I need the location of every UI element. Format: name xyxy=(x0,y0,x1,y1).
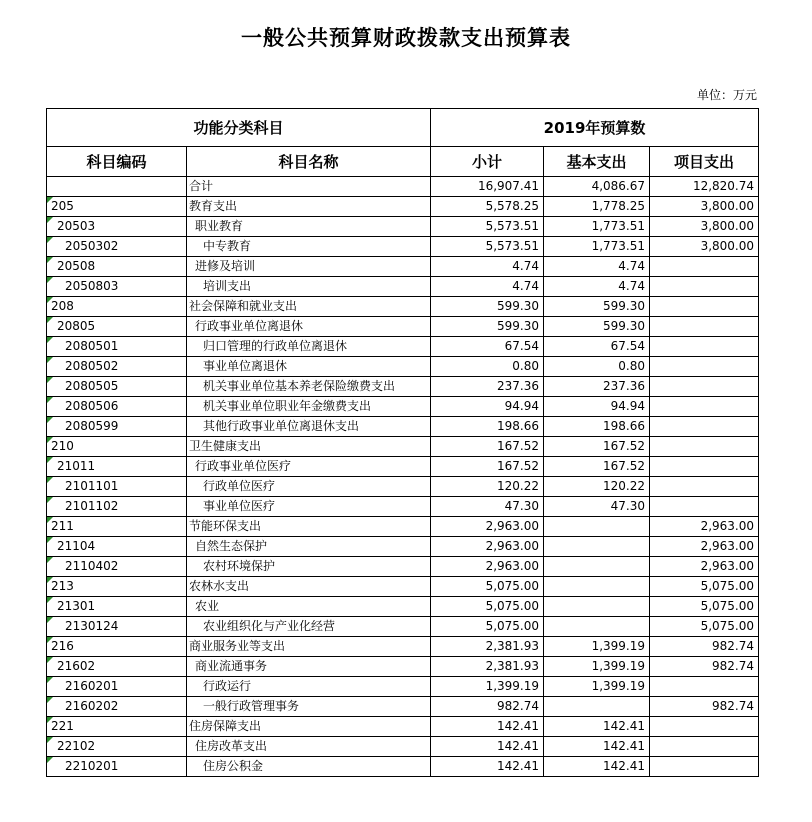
table-row xyxy=(47,177,759,197)
header-budget-year: 2019年预算数 xyxy=(431,109,759,147)
subject-code-cell xyxy=(47,497,187,517)
project-expenditure-value xyxy=(650,437,759,457)
basic-expenditure-value: 599.30 xyxy=(544,317,650,337)
text-number-indicator-icon xyxy=(47,277,53,283)
subject-code-cell xyxy=(47,217,187,237)
text-number-indicator-icon xyxy=(47,237,53,243)
basic-expenditure-value xyxy=(544,577,650,597)
basic-expenditure-value: 142.41 xyxy=(544,757,650,777)
text-number-indicator-icon xyxy=(47,297,53,303)
subtotal-value: 5,573.51 xyxy=(431,217,544,237)
subject-code-cell xyxy=(47,757,187,777)
subject-name: 行政事业单位离退休 xyxy=(187,317,431,337)
subtotal-value: 237.36 xyxy=(431,377,544,397)
budget-table xyxy=(46,108,759,777)
subject-code: 2101102 xyxy=(65,499,119,513)
subject-code: 22102 xyxy=(57,739,96,753)
project-expenditure-value: 3,800.00 xyxy=(650,237,759,257)
text-number-indicator-icon xyxy=(47,677,53,683)
subject-code: 2110402 xyxy=(65,559,119,573)
subject-name: 社会保障和就业支出 xyxy=(187,297,431,317)
text-number-indicator-icon xyxy=(47,497,53,503)
text-number-indicator-icon xyxy=(47,457,53,463)
project-expenditure-value: 2,963.00 xyxy=(650,537,759,557)
project-expenditure-value: 5,075.00 xyxy=(650,577,759,597)
project-expenditure-value xyxy=(650,477,759,497)
subject-code: 2050803 xyxy=(65,279,119,293)
project-expenditure-value xyxy=(650,257,759,277)
header-project-expenditure: 项目支出 xyxy=(650,147,759,177)
project-expenditure-value xyxy=(650,337,759,357)
text-number-indicator-icon xyxy=(47,597,53,603)
text-number-indicator-icon xyxy=(47,377,53,383)
subject-name: 归口管理的行政单位离退休 xyxy=(187,337,431,357)
subtotal-value: 94.94 xyxy=(431,397,544,417)
text-number-indicator-icon xyxy=(47,417,53,423)
table-row xyxy=(47,337,759,357)
subtotal-value: 67.54 xyxy=(431,337,544,357)
subtotal-value: 4.74 xyxy=(431,277,544,297)
subtotal-value: 5,075.00 xyxy=(431,577,544,597)
basic-expenditure-value: 67.54 xyxy=(544,337,650,357)
text-number-indicator-icon xyxy=(47,617,53,623)
table-row xyxy=(47,617,759,637)
subtotal-value: 1,399.19 xyxy=(431,677,544,697)
subject-code-cell xyxy=(47,297,187,317)
project-expenditure-value xyxy=(650,297,759,317)
subject-code: 2101101 xyxy=(65,479,119,493)
basic-expenditure-value: 167.52 xyxy=(544,457,650,477)
subject-code: 2050302 xyxy=(65,239,119,253)
basic-expenditure-value xyxy=(544,537,650,557)
subject-code: 2210201 xyxy=(65,759,119,773)
subject-name: 合计 xyxy=(187,177,431,197)
subtotal-value: 47.30 xyxy=(431,497,544,517)
subject-code-cell xyxy=(47,537,187,557)
table-row xyxy=(47,637,759,657)
text-number-indicator-icon xyxy=(47,357,53,363)
basic-expenditure-value: 198.66 xyxy=(544,417,650,437)
subject-code: 21104 xyxy=(57,539,96,553)
subject-code: 2160202 xyxy=(65,699,119,713)
header-subtotal: 小计 xyxy=(431,147,544,177)
subject-code: 216 xyxy=(51,639,74,653)
subject-code: 211 xyxy=(51,519,74,533)
table-row xyxy=(47,577,759,597)
project-expenditure-value: 2,963.00 xyxy=(650,517,759,537)
subject-code-cell xyxy=(47,437,187,457)
subject-code-cell xyxy=(47,197,187,217)
subtotal-value: 167.52 xyxy=(431,437,544,457)
subtotal-value: 599.30 xyxy=(431,317,544,337)
project-expenditure-value: 2,963.00 xyxy=(650,557,759,577)
project-expenditure-value: 5,075.00 xyxy=(650,617,759,637)
text-number-indicator-icon xyxy=(47,757,53,763)
basic-expenditure-value xyxy=(544,557,650,577)
table-body xyxy=(47,177,759,777)
header-function-classification: 功能分类科目 xyxy=(47,109,431,147)
basic-expenditure-value xyxy=(544,617,650,637)
project-expenditure-value xyxy=(650,737,759,757)
subject-code: 208 xyxy=(51,299,74,313)
table-row xyxy=(47,217,759,237)
project-expenditure-value xyxy=(650,457,759,477)
basic-expenditure-value: 1,399.19 xyxy=(544,677,650,697)
basic-expenditure-value xyxy=(544,517,650,537)
subject-code-cell xyxy=(47,657,187,677)
table-row xyxy=(47,677,759,697)
table-row xyxy=(47,417,759,437)
table-row xyxy=(47,257,759,277)
table-row xyxy=(47,657,759,677)
text-number-indicator-icon xyxy=(47,397,53,403)
subject-code-cell xyxy=(47,517,187,537)
text-number-indicator-icon xyxy=(47,737,53,743)
basic-expenditure-value: 1,399.19 xyxy=(544,637,650,657)
basic-expenditure-value: 4.74 xyxy=(544,257,650,277)
table-row xyxy=(47,557,759,577)
table-row xyxy=(47,757,759,777)
project-expenditure-value xyxy=(650,717,759,737)
subtotal-value: 4.74 xyxy=(431,257,544,277)
project-expenditure-value: 982.74 xyxy=(650,697,759,717)
subtotal-value: 2,381.93 xyxy=(431,657,544,677)
table-row xyxy=(47,457,759,477)
subject-code-cell xyxy=(47,337,187,357)
text-number-indicator-icon xyxy=(47,517,53,523)
subject-code-cell xyxy=(47,277,187,297)
basic-expenditure-value: 0.80 xyxy=(544,357,650,377)
subject-name: 机关事业单位职业年金缴费支出 xyxy=(187,397,431,417)
subject-code-cell xyxy=(47,697,187,717)
header-subject-name: 科目名称 xyxy=(187,147,431,177)
text-number-indicator-icon xyxy=(47,557,53,563)
table-row xyxy=(47,237,759,257)
basic-expenditure-value: 167.52 xyxy=(544,437,650,457)
subject-name: 进修及培训 xyxy=(187,257,431,277)
subtotal-value: 2,963.00 xyxy=(431,557,544,577)
subject-code: 20805 xyxy=(57,319,96,333)
basic-expenditure-value xyxy=(544,697,650,717)
subject-code: 2080505 xyxy=(65,379,119,393)
subject-name: 商业服务业等支出 xyxy=(187,637,431,657)
table-row xyxy=(47,697,759,717)
subject-code: 210 xyxy=(51,439,74,453)
project-expenditure-value: 3,800.00 xyxy=(650,217,759,237)
text-number-indicator-icon xyxy=(47,197,53,203)
subject-name: 住房改革支出 xyxy=(187,737,431,757)
basic-expenditure-value xyxy=(544,597,650,617)
subject-name: 行政事业单位医疗 xyxy=(187,457,431,477)
project-expenditure-value: 3,800.00 xyxy=(650,197,759,217)
subject-code: 221 xyxy=(51,719,74,733)
subject-name: 住房保障支出 xyxy=(187,717,431,737)
basic-expenditure-value: 1,773.51 xyxy=(544,237,650,257)
table-row xyxy=(47,737,759,757)
table-row xyxy=(47,397,759,417)
subtotal-value: 16,907.41 xyxy=(431,177,544,197)
subject-name: 一般行政管理事务 xyxy=(187,697,431,717)
text-number-indicator-icon xyxy=(47,577,53,583)
subtotal-value: 198.66 xyxy=(431,417,544,437)
text-number-indicator-icon xyxy=(47,697,53,703)
basic-expenditure-value: 599.30 xyxy=(544,297,650,317)
basic-expenditure-value: 1,399.19 xyxy=(544,657,650,677)
subject-name: 其他行政事业单位离退休支出 xyxy=(187,417,431,437)
table-row xyxy=(47,717,759,737)
page-title: 一般公共预算财政拨款支出预算表 xyxy=(241,25,571,50)
unit-label: 单位：万元 xyxy=(696,88,757,102)
subject-code: 2080501 xyxy=(65,339,119,353)
subject-name: 节能环保支出 xyxy=(187,517,431,537)
header-basic-expenditure: 基本支出 xyxy=(544,147,650,177)
text-number-indicator-icon xyxy=(47,537,53,543)
subject-name: 行政运行 xyxy=(187,677,431,697)
table-row xyxy=(47,517,759,537)
subject-code: 21602 xyxy=(57,659,96,673)
subject-name: 卫生健康支出 xyxy=(187,437,431,457)
table-row xyxy=(47,477,759,497)
subject-code-cell xyxy=(47,617,187,637)
subtotal-value: 142.41 xyxy=(431,757,544,777)
subject-name: 住房公积金 xyxy=(187,757,431,777)
subtotal-value: 120.22 xyxy=(431,477,544,497)
text-number-indicator-icon xyxy=(47,317,53,323)
subject-code: 21011 xyxy=(57,459,96,473)
table-row xyxy=(47,197,759,217)
table-row xyxy=(47,497,759,517)
subject-code-cell xyxy=(47,377,187,397)
project-expenditure-value xyxy=(650,277,759,297)
subject-code-cell xyxy=(47,397,187,417)
subject-code-cell xyxy=(47,417,187,437)
subtotal-value: 2,381.93 xyxy=(431,637,544,657)
project-expenditure-value xyxy=(650,497,759,517)
subtotal-value: 5,075.00 xyxy=(431,617,544,637)
subtotal-value: 167.52 xyxy=(431,457,544,477)
subject-name: 农业组织化与产业化经营 xyxy=(187,617,431,637)
subtotal-value: 2,963.00 xyxy=(431,517,544,537)
subject-name: 农业 xyxy=(187,597,431,617)
subject-code: 2160201 xyxy=(65,679,119,693)
subject-name: 自然生态保护 xyxy=(187,537,431,557)
subject-name: 职业教育 xyxy=(187,217,431,237)
project-expenditure-value: 982.74 xyxy=(650,657,759,677)
subject-name: 农林水支出 xyxy=(187,577,431,597)
subtotal-value: 5,573.51 xyxy=(431,237,544,257)
project-expenditure-value xyxy=(650,357,759,377)
subtotal-value: 0.80 xyxy=(431,357,544,377)
subject-code-cell xyxy=(47,457,187,477)
subject-name: 培训支出 xyxy=(187,277,431,297)
subject-code-cell xyxy=(47,477,187,497)
table-row xyxy=(47,317,759,337)
subtotal-value: 5,075.00 xyxy=(431,597,544,617)
subject-code: 2080502 xyxy=(65,359,119,373)
basic-expenditure-value: 237.36 xyxy=(544,377,650,397)
table-row xyxy=(47,277,759,297)
subject-code: 2080599 xyxy=(65,419,119,433)
project-expenditure-value: 982.74 xyxy=(650,637,759,657)
subject-code-cell xyxy=(47,577,187,597)
subject-name: 事业单位医疗 xyxy=(187,497,431,517)
subtotal-value: 2,963.00 xyxy=(431,537,544,557)
project-expenditure-value xyxy=(650,377,759,397)
subject-code-cell xyxy=(47,597,187,617)
subject-code-cell xyxy=(47,637,187,657)
basic-expenditure-value: 142.41 xyxy=(544,717,650,737)
basic-expenditure-value: 94.94 xyxy=(544,397,650,417)
subtotal-value: 142.41 xyxy=(431,737,544,757)
subject-code: 213 xyxy=(51,579,74,593)
project-expenditure-value: 5,075.00 xyxy=(650,597,759,617)
table-row xyxy=(47,537,759,557)
subject-code: 205 xyxy=(51,199,74,213)
text-number-indicator-icon xyxy=(47,477,53,483)
subtotal-value: 5,578.25 xyxy=(431,197,544,217)
project-expenditure-value xyxy=(650,677,759,697)
basic-expenditure-value: 4.74 xyxy=(544,277,650,297)
subject-name: 教育支出 xyxy=(187,197,431,217)
subtotal-value: 599.30 xyxy=(431,297,544,317)
text-number-indicator-icon xyxy=(47,217,53,223)
text-number-indicator-icon xyxy=(47,717,53,723)
subtotal-value: 982.74 xyxy=(431,697,544,717)
subject-code: 2080506 xyxy=(65,399,119,413)
subject-name: 农村环境保护 xyxy=(187,557,431,577)
text-number-indicator-icon xyxy=(47,657,53,663)
header-subject-code: 科目编码 xyxy=(47,147,187,177)
subject-code-cell xyxy=(47,357,187,377)
subject-code: 2130124 xyxy=(65,619,119,633)
text-number-indicator-icon xyxy=(47,637,53,643)
table-row xyxy=(47,357,759,377)
basic-expenditure-value: 4,086.67 xyxy=(544,177,650,197)
text-number-indicator-icon xyxy=(47,337,53,343)
subject-code-cell xyxy=(47,737,187,757)
basic-expenditure-value: 47.30 xyxy=(544,497,650,517)
subject-code-cell xyxy=(47,317,187,337)
text-number-indicator-icon xyxy=(47,257,53,263)
project-expenditure-value xyxy=(650,397,759,417)
subject-code: 20503 xyxy=(57,219,96,233)
project-expenditure-value xyxy=(650,317,759,337)
text-number-indicator-icon xyxy=(47,437,53,443)
table-row xyxy=(47,377,759,397)
project-expenditure-value xyxy=(650,417,759,437)
subject-name: 商业流通事务 xyxy=(187,657,431,677)
subject-code-cell xyxy=(47,557,187,577)
subject-name: 中专教育 xyxy=(187,237,431,257)
subject-name: 行政单位医疗 xyxy=(187,477,431,497)
basic-expenditure-value: 142.41 xyxy=(544,737,650,757)
project-expenditure-value: 12,820.74 xyxy=(650,177,759,197)
subject-name: 机关事业单位基本养老保险缴费支出 xyxy=(187,377,431,397)
subject-code-cell xyxy=(47,677,187,697)
subject-code-cell xyxy=(47,237,187,257)
subtotal-value: 142.41 xyxy=(431,717,544,737)
project-expenditure-value xyxy=(650,757,759,777)
subject-code-cell xyxy=(47,257,187,277)
basic-expenditure-value: 1,773.51 xyxy=(544,217,650,237)
table-row xyxy=(47,597,759,617)
basic-expenditure-value: 120.22 xyxy=(544,477,650,497)
subject-code: 21301 xyxy=(57,599,96,613)
subject-code-cell xyxy=(47,177,187,197)
subject-code-cell xyxy=(47,717,187,737)
table-row xyxy=(47,297,759,317)
basic-expenditure-value: 1,778.25 xyxy=(544,197,650,217)
subject-code: 20508 xyxy=(57,259,96,273)
table-row xyxy=(47,437,759,457)
subject-name: 事业单位离退休 xyxy=(187,357,431,377)
